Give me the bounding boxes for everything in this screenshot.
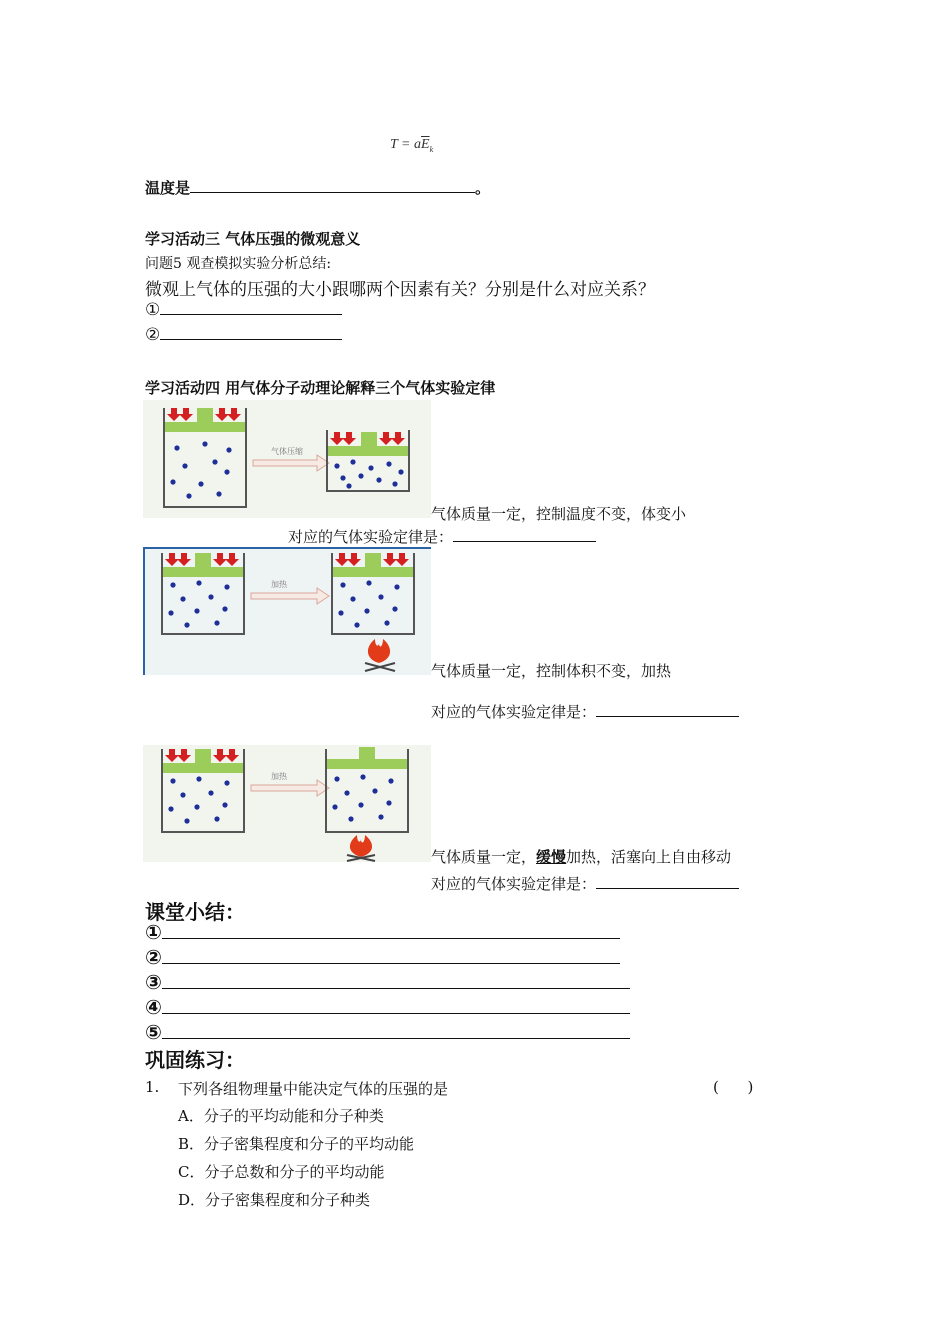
summary-blank[interactable] [162,1038,630,1039]
formula-var: $\overline{E}$ [421,137,430,152]
option-d[interactable]: D．分子密集程度和分子种类 [178,1191,371,1209]
arrow-label: 气体压缩 [271,447,303,456]
activity3-blank-1: ① [145,300,342,320]
formula-lhs: T [390,137,398,152]
summary-title: 课堂小结： [145,900,245,924]
heating-constant-volume-figure [143,547,431,675]
summary-blank[interactable] [162,1013,630,1014]
summary-blank[interactable] [162,988,630,989]
answer-parentheses[interactable]: ( ) [713,1078,754,1096]
figure3-law: 对应的气体实验定律是： [431,873,739,894]
compression-figure [143,400,431,518]
formula-coef: a [414,137,421,152]
summary-item: ⑤ [145,1020,630,1044]
option-b[interactable]: B．分子密集程度和分子的平均动能 [178,1135,415,1153]
option-a[interactable]: A．分子的平均动能和分子种类 [178,1107,384,1125]
temperature-blank[interactable] [190,192,475,193]
practice-title: 巩固练习： [145,1048,245,1072]
activity3-prompt: 微观上气体的压强的大小跟哪两个因素有关？分别是什么对应关系？ [145,280,655,300]
activity3-question: 问题5 观查模拟实验分析总结: [145,256,332,272]
question-1-number: 1. [145,1078,160,1096]
slow-emphasis: 缓慢 [536,848,567,866]
figure1-condition: 气体质量一定，控制温度不变，体变小 [431,505,687,523]
figure3-condition: 气体质量一定，缓慢加热，活塞向上自由移动 [431,848,732,866]
kinetic-energy-formula: $T = a\overline{E}_k$ [390,137,434,154]
temperature-label: 温度是 [145,179,191,197]
option-c[interactable]: C．分子总数和分子的平均动能 [178,1163,385,1181]
summary-item: ④ [145,995,630,1019]
answer-blank[interactable] [160,314,342,315]
law-blank[interactable] [596,888,739,889]
heating-free-piston-figure [143,745,431,862]
answer-blank[interactable] [160,339,342,340]
summary-item: ③ [145,970,630,994]
question-1-text: 下列各组物理量中能决定气体的压强的是 [178,1080,449,1098]
law-blank[interactable] [453,541,596,542]
figure2-condition: 气体质量一定，控制体积不变，加热 [431,662,672,680]
figure1-law: 对应的气体实验定律是： [288,526,596,547]
temperature-line: 温度是 。 [145,179,491,197]
summary-blank[interactable] [162,963,620,964]
activity3-title: 学习活动三 气体压强的微观意义 [145,230,361,248]
figure2-law: 对应的气体实验定律是： [431,701,739,722]
law-blank[interactable] [596,716,739,717]
summary-blank[interactable] [162,938,620,939]
summary-item: ② [145,945,620,969]
arrow-label: 加热 [271,580,287,589]
activity4-title: 学习活动四 用气体分子动理论解释三个气体实验定律 [145,379,496,397]
arrow-label: 加热 [271,772,287,781]
summary-item: ① [145,920,620,944]
formula-sub: k [429,144,434,154]
activity3-blank-2: ② [145,325,342,345]
